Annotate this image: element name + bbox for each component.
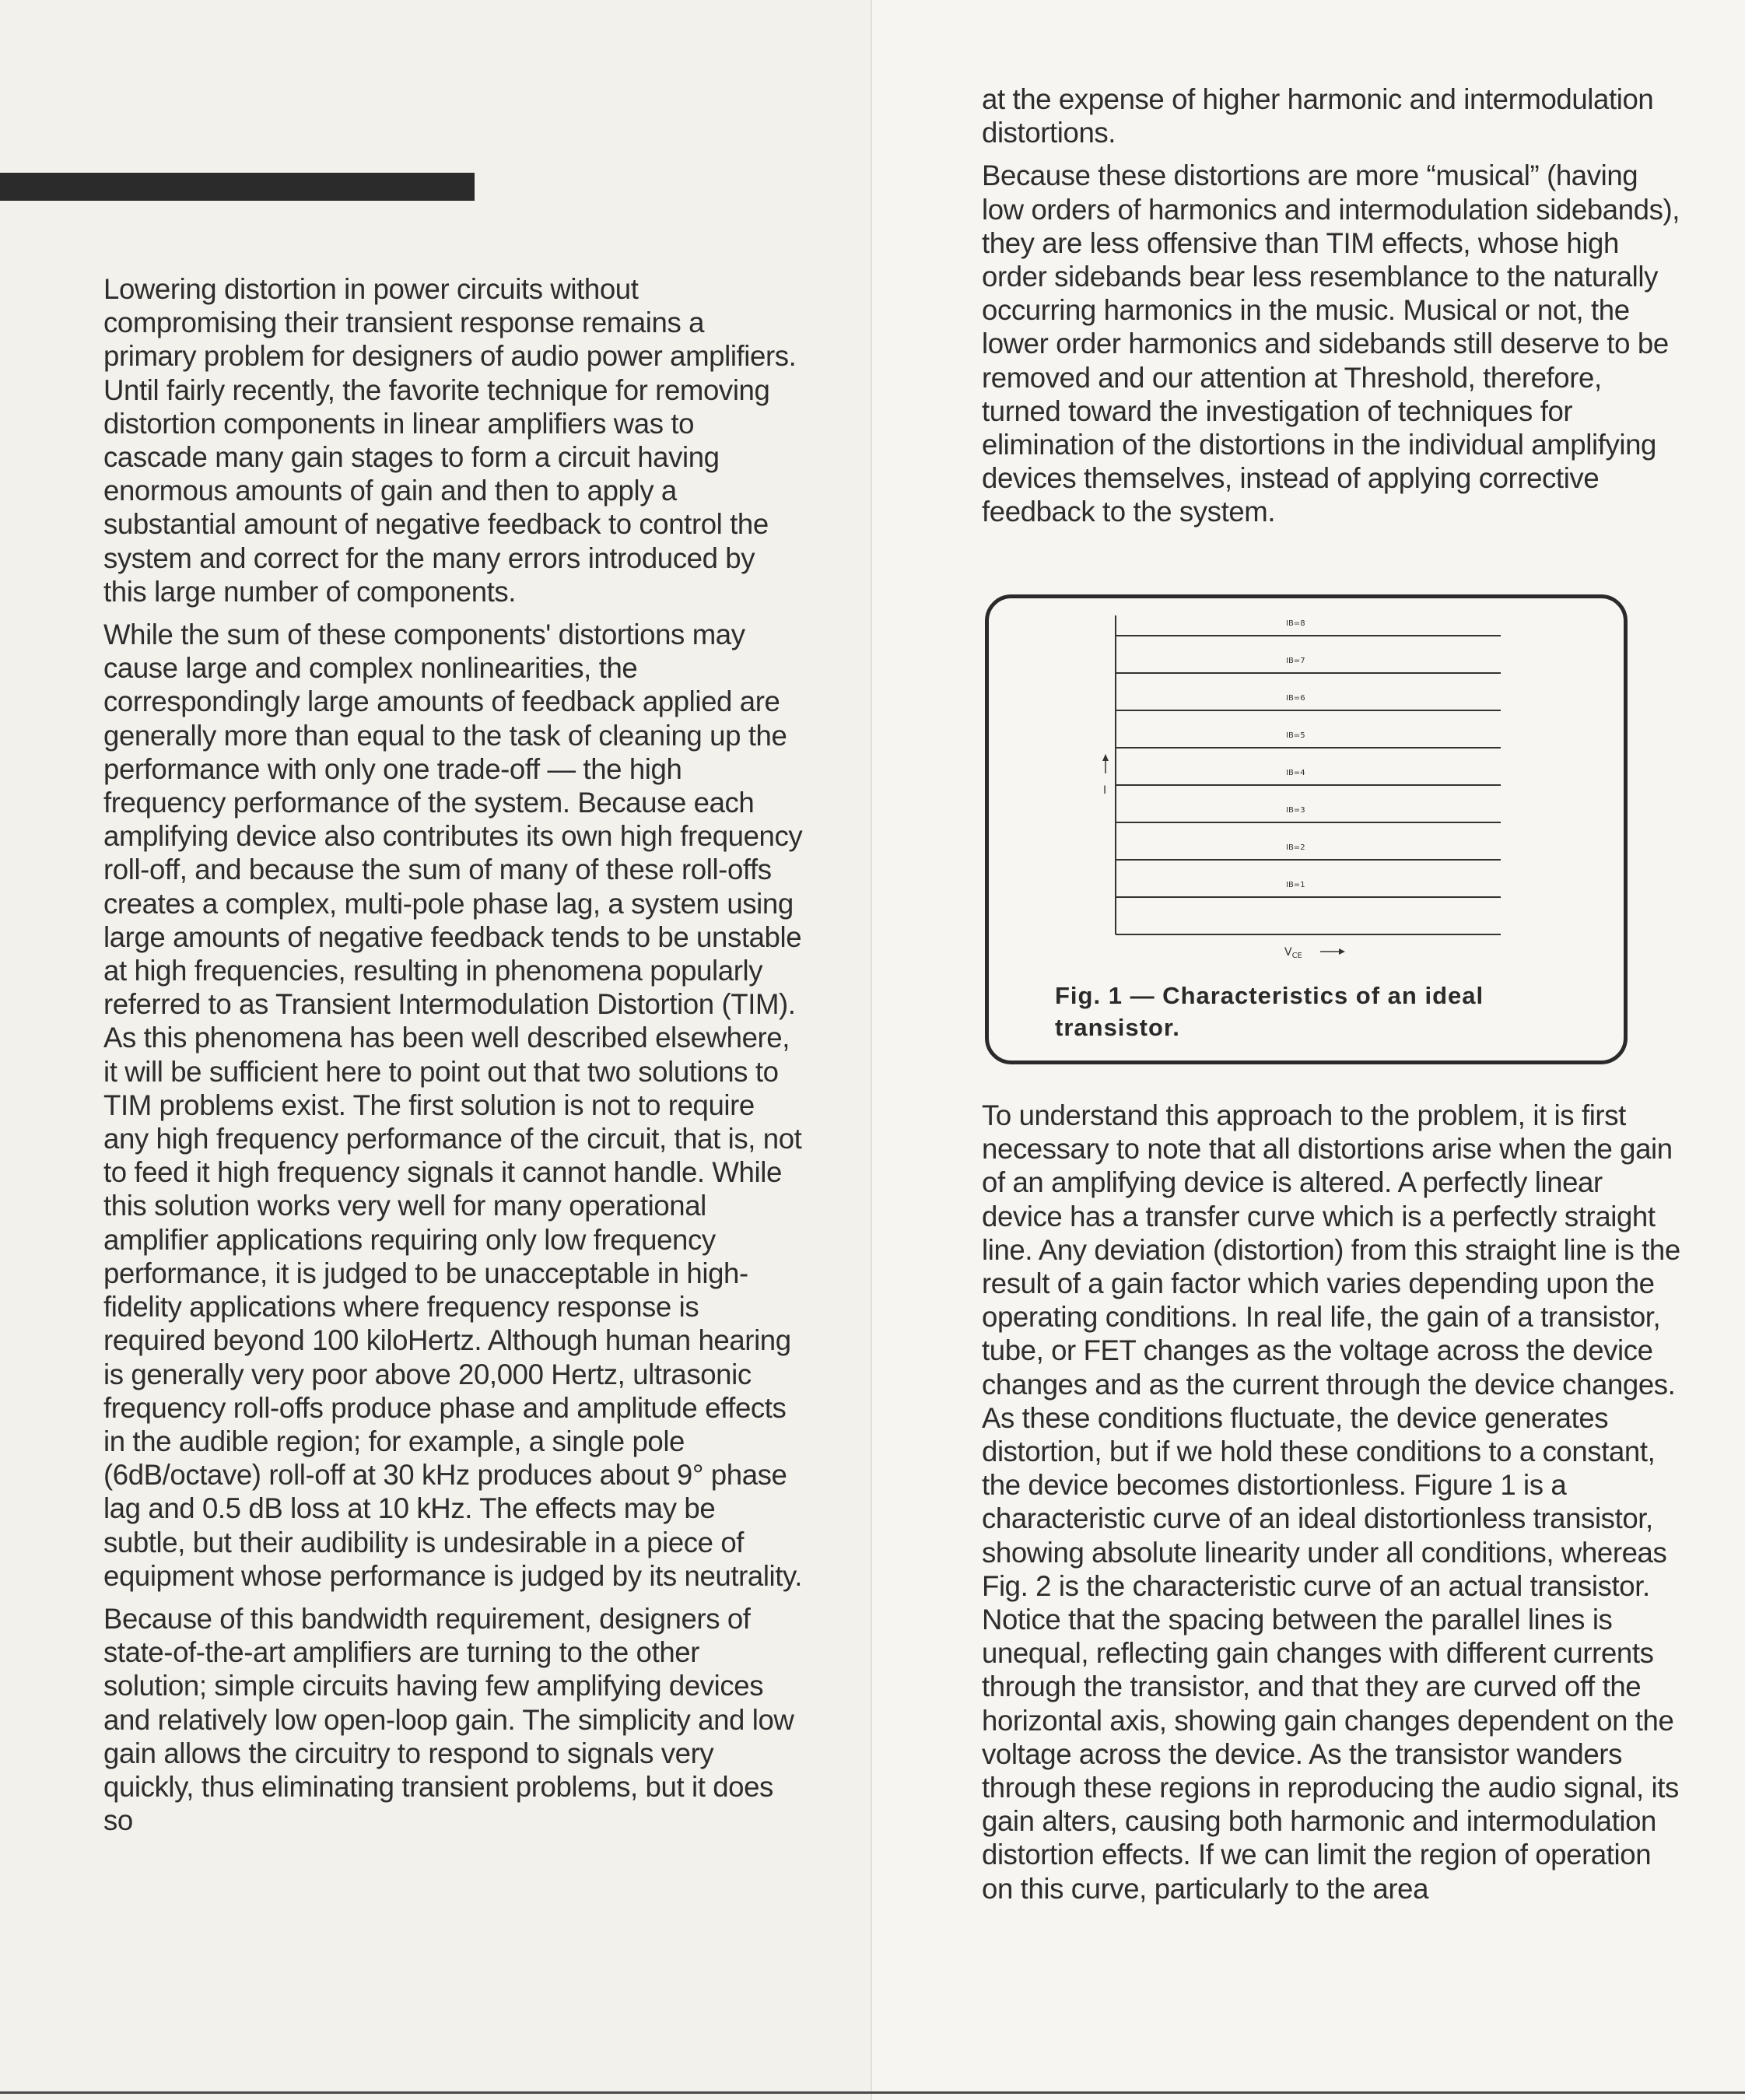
right-column-bottom <box>982 1099 1682 1915</box>
x-axis-label-main: V <box>1284 946 1292 959</box>
curve-label-ib-3: IB=3 <box>1286 806 1305 815</box>
curve-label-ib-5: IB=5 <box>1286 731 1305 740</box>
header-bar <box>0 173 475 201</box>
paragraph: Because of this bandwidth requirement, designers of state-of-the-art amplifiers are turning to the other solution; simple circuits having few amplifying devices and relatively low open-loop gain. The simplicity and low gain allows the circuitry to respond to signals very quickly, thus eliminating transient problems, but it does so <box>103 1602 794 1837</box>
left-column <box>103 272 804 1846</box>
curve-label-ib-7: IB=7 <box>1286 657 1305 665</box>
bottom-rule <box>0 2091 1745 2094</box>
curve-label-ib-8: IB=8 <box>1286 619 1305 628</box>
curve-label-ib-6: IB=6 <box>1286 694 1305 703</box>
x-axis-arrowhead <box>1339 948 1345 955</box>
right-column-top <box>982 82 1682 538</box>
curve-label-ib-2: IB=2 <box>1286 843 1305 852</box>
paragraph: Because these distortions are more “musical” (having low orders of harmonics and intermodulation sidebands), they are less offensive than TIM effects, whose high order sidebands bear less resemblance to the naturally occurring harmonics in the music. Musical or not, the lower order harmonics and sidebands still deserve to be removed and our attention at Threshold, therefore, turned toward the investigation of techniques for elimination of the distortions in the individual amplifying devices themselves, instead of applying corrective feedback to the system. <box>982 160 1680 528</box>
y-axis-arrowhead <box>1102 754 1109 761</box>
y-axis-label: I <box>1103 784 1107 797</box>
curve-label-ib-1: IB=1 <box>1286 881 1305 889</box>
paragraph: Lowering distortion in power circuits without compromising their transient response remains a primary problem for designers of audio power amplifiers. Until fairly recently, the favorite technique for removing distortion components in linear amplifiers was to cascade many gain stages to form a circuit having enormous amounts of gain and then to apply a substantial amount of negative feedback to control the system and correct for the many errors introduced by this large number of components. <box>103 273 797 608</box>
paragraph: While the sum of these components' distortions may cause large and complex nonlinearities, the correspondingly large amounts of feedback applied are generally more than equal to the task of cleaning up the performance with only one trade-off — the high frequency performance of the system. Because each amplifying device also contributes its own high frequency roll-off, and because the sum of many of these roll-offs creates a complex, multi-pole phase lag, a system using large amounts of negative feedback tends to be unstable at high frequencies, resulting in phenomena popularly referred to as Transient Intermodulation Distortion (TIM). As this phenomena has been well described elsewhere, it will be sufficient here to point out that two solutions to TIM problems exist. The first solution is not to require any high frequency performance of the circuit, that is, not to feed it high frequency signals it cannot handle. While this solution works very well for many operational amplifier applications requiring only low frequency performance, it is judged to be unacceptable in high-fidelity applications where frequency response is required beyond 100 kiloHertz. Although human hearing is generally very poor above 20,000 Hertz, ultrasonic frequency roll-offs produce phase and amplitude effects in the audible region; for example, a single pole (6dB/octave) roll-off at 30 kHz produces about 9° phase lag and 0.5 dB loss at 10 kHz. The effects may be subtle, but their audibility is undesirable in a piece of equipment whose performance is judged by its neutrality. <box>103 619 803 1592</box>
page-fold <box>871 0 872 2100</box>
figure-caption: Fig. 1 — Characteristics of an ideal transistor. <box>1055 982 1484 1041</box>
paragraph: To understand this approach to the problem, it is first necessary to note that all distortions arise when the gain of an amplifying device is altered. A perfectly linear device has a transfer curve which is a perfectly straight line. Any deviation (distortion) from this straight line is the result of a gain factor which varies depending upon the operating conditions. In real life, the gain of a transistor, tube, or FET changes as the voltage across the device changes and as the current through the device changes. As these conditions fluctuate, the device generates distortion, but if we hold these conditions to a constant, the device becomes distortionless. Figure 1 is a characteristic curve of an ideal distortionless transistor, showing absolute linearity under all conditions, whereas Fig. 2 is the characteristic curve of an actual transistor. Notice that the spacing between the parallel lines is unequal, reflecting gain changes with different currents through the transistor, and that they are curved off the horizontal axis, showing gain changes dependent on the voltage across the device. As the transistor wanders through these regions in reproducing the audio signal, its gain alters, causing both harmonic and intermodulation distortion effects. If we can limit the region of operation on this curve, particularly to the area <box>982 1099 1680 1905</box>
curve-label-ib-4: IB=4 <box>1286 769 1305 777</box>
x-axis-label-subscript: CE <box>1291 952 1302 960</box>
figure-1-box <box>985 594 1628 1064</box>
paragraph: at the expense of higher harmonic and intermodulation distortions. <box>982 83 1654 149</box>
curve-group <box>1116 619 1501 897</box>
x-axis-label <box>1284 946 1302 960</box>
